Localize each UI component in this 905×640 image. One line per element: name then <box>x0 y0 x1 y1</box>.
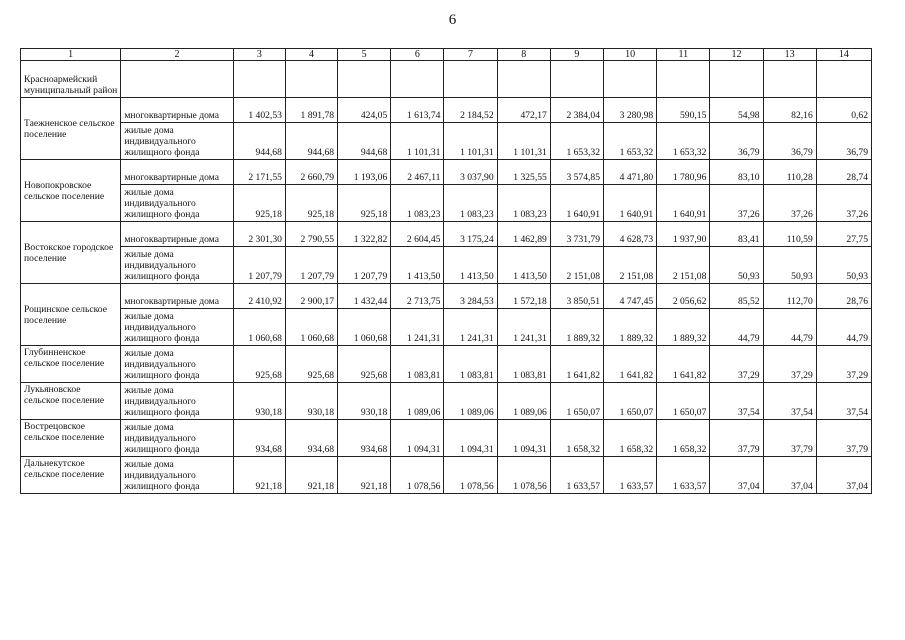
housing-type: многоквартирные дома <box>121 98 233 123</box>
value-cell: 1 650,07 <box>604 383 657 420</box>
value-cell: 1 889,32 <box>550 309 603 346</box>
table-row <box>21 123 872 160</box>
value-cell: 44,79 <box>763 309 816 346</box>
column-header-12: 12 <box>710 49 763 61</box>
value-cell: 934,68 <box>338 420 391 457</box>
value-cell: 3 037,90 <box>444 160 497 185</box>
value-cell: 925,68 <box>285 346 337 383</box>
value-cell: 50,93 <box>710 247 763 284</box>
value-cell: 4 628,73 <box>604 222 657 247</box>
table-row <box>21 222 872 247</box>
empty-cell <box>550 61 603 98</box>
value-cell: 1 078,56 <box>391 457 444 494</box>
housing-type: многоквартирные дома <box>121 284 233 309</box>
value-cell: 1 094,31 <box>444 420 497 457</box>
settlement-name: Таежненское сельское поселение <box>21 98 121 160</box>
column-header-2: 2 <box>121 49 233 61</box>
value-cell: 4 747,45 <box>604 284 657 309</box>
value-cell: 925,18 <box>338 185 391 222</box>
value-cell: 3 731,79 <box>550 222 603 247</box>
empty-cell <box>763 61 816 98</box>
value-cell: 472,17 <box>497 98 550 123</box>
value-cell: 50,93 <box>763 247 816 284</box>
value-cell: 1 641,82 <box>657 346 710 383</box>
value-cell: 2 660,79 <box>285 160 337 185</box>
value-cell: 2 900,17 <box>285 284 337 309</box>
value-cell: 2 301,30 <box>233 222 285 247</box>
value-cell: 1 089,06 <box>497 383 550 420</box>
value-cell: 2 713,75 <box>391 284 444 309</box>
value-cell: 1 078,56 <box>497 457 550 494</box>
value-cell: 3 280,98 <box>604 98 657 123</box>
value-cell: 921,18 <box>233 457 285 494</box>
housing-type: жилые дома индивидуального жилищного фонда <box>121 457 233 494</box>
value-cell: 37,26 <box>816 185 871 222</box>
value-cell: 4 471,80 <box>604 160 657 185</box>
value-cell: 1 402,53 <box>233 98 285 123</box>
value-cell: 1 060,68 <box>285 309 337 346</box>
settlement-name: Новопокровское сельское поселение <box>21 160 121 222</box>
value-cell: 37,79 <box>763 420 816 457</box>
value-cell: 1 653,32 <box>550 123 603 160</box>
value-cell: 3 574,85 <box>550 160 603 185</box>
column-header-8: 8 <box>497 49 550 61</box>
value-cell: 2 790,55 <box>285 222 337 247</box>
value-cell: 1 658,32 <box>657 420 710 457</box>
value-cell: 1 083,23 <box>391 185 444 222</box>
value-cell: 37,54 <box>816 383 871 420</box>
value-cell: 1 083,81 <box>391 346 444 383</box>
value-cell: 1 658,32 <box>604 420 657 457</box>
value-cell: 1 241,31 <box>391 309 444 346</box>
value-cell: 1 083,23 <box>497 185 550 222</box>
value-cell: 1 207,79 <box>285 247 337 284</box>
value-cell: 2 410,92 <box>233 284 285 309</box>
value-cell: 0,62 <box>816 98 871 123</box>
value-cell: 1 325,55 <box>497 160 550 185</box>
housing-type: жилые дома индивидуального жилищного фонда <box>121 309 233 346</box>
column-header-4: 4 <box>285 49 337 61</box>
value-cell: 82,16 <box>763 98 816 123</box>
value-cell: 930,18 <box>285 383 337 420</box>
header-row <box>21 49 872 61</box>
table-row <box>21 247 872 284</box>
value-cell: 3 850,51 <box>550 284 603 309</box>
value-cell: 1 462,89 <box>497 222 550 247</box>
district-row <box>21 61 872 98</box>
value-cell: 1 101,31 <box>497 123 550 160</box>
value-cell: 37,26 <box>763 185 816 222</box>
value-cell: 2 151,08 <box>550 247 603 284</box>
value-cell: 83,10 <box>710 160 763 185</box>
value-cell: 28,76 <box>816 284 871 309</box>
column-header-10: 10 <box>604 49 657 61</box>
table-row <box>21 420 872 457</box>
value-cell: 1 083,23 <box>444 185 497 222</box>
housing-type: жилые дома индивидуального жилищного фонда <box>121 185 233 222</box>
column-header-14: 14 <box>816 49 871 61</box>
empty-cell <box>121 61 233 98</box>
column-header-11: 11 <box>657 49 710 61</box>
settlement-name: Вострецовское сельское поселение <box>21 420 121 457</box>
settlement-name: Лукьяновское сельское поселение <box>21 383 121 420</box>
value-cell: 37,26 <box>710 185 763 222</box>
value-cell: 1 633,57 <box>604 457 657 494</box>
value-cell: 1 083,81 <box>497 346 550 383</box>
value-cell: 930,18 <box>338 383 391 420</box>
value-cell: 1 572,18 <box>497 284 550 309</box>
value-cell: 110,59 <box>763 222 816 247</box>
value-cell: 83,41 <box>710 222 763 247</box>
rates-table <box>20 48 872 494</box>
value-cell: 1 413,50 <box>444 247 497 284</box>
value-cell: 1 633,57 <box>657 457 710 494</box>
value-cell: 944,68 <box>285 123 337 160</box>
value-cell: 37,79 <box>816 420 871 457</box>
value-cell: 50,93 <box>816 247 871 284</box>
value-cell: 1 094,31 <box>497 420 550 457</box>
value-cell: 2 467,11 <box>391 160 444 185</box>
column-header-6: 6 <box>391 49 444 61</box>
value-cell: 1 101,31 <box>391 123 444 160</box>
table-body <box>21 49 872 494</box>
value-cell: 1 060,68 <box>233 309 285 346</box>
value-cell: 110,28 <box>763 160 816 185</box>
table-row <box>21 160 872 185</box>
value-cell: 37,04 <box>763 457 816 494</box>
housing-type: многоквартирные дома <box>121 160 233 185</box>
table-row <box>21 383 872 420</box>
value-cell: 37,04 <box>816 457 871 494</box>
housing-type: жилые дома индивидуального жилищного фонда <box>121 420 233 457</box>
value-cell: 37,54 <box>763 383 816 420</box>
empty-cell <box>816 61 871 98</box>
value-cell: 1 322,82 <box>338 222 391 247</box>
value-cell: 28,74 <box>816 160 871 185</box>
district-name: Красноармейский муниципальный район <box>21 61 121 98</box>
value-cell: 37,04 <box>710 457 763 494</box>
value-cell: 37,29 <box>816 346 871 383</box>
value-cell: 54,98 <box>710 98 763 123</box>
value-cell: 1 241,31 <box>444 309 497 346</box>
empty-cell <box>285 61 337 98</box>
value-cell: 1 060,68 <box>338 309 391 346</box>
value-cell: 930,18 <box>233 383 285 420</box>
value-cell: 2 184,52 <box>444 98 497 123</box>
value-cell: 1 889,32 <box>604 309 657 346</box>
value-cell: 2 171,55 <box>233 160 285 185</box>
value-cell: 424,05 <box>338 98 391 123</box>
value-cell: 1 613,74 <box>391 98 444 123</box>
empty-cell <box>233 61 285 98</box>
value-cell: 36,79 <box>816 123 871 160</box>
empty-cell <box>657 61 710 98</box>
value-cell: 1 889,32 <box>657 309 710 346</box>
table-row <box>21 185 872 222</box>
value-cell: 1 937,90 <box>657 222 710 247</box>
value-cell: 1 640,91 <box>550 185 603 222</box>
value-cell: 1 640,91 <box>657 185 710 222</box>
value-cell: 3 284,53 <box>444 284 497 309</box>
empty-cell <box>391 61 444 98</box>
empty-cell <box>497 61 550 98</box>
housing-type: жилые дома индивидуального жилищного фонда <box>121 247 233 284</box>
value-cell: 37,79 <box>710 420 763 457</box>
value-cell: 1 780,96 <box>657 160 710 185</box>
empty-cell <box>604 61 657 98</box>
value-cell: 1 078,56 <box>444 457 497 494</box>
table-row <box>21 346 872 383</box>
value-cell: 925,18 <box>285 185 337 222</box>
column-header-1: 1 <box>21 49 121 61</box>
page-number: 6 <box>448 12 457 28</box>
value-cell: 44,79 <box>816 309 871 346</box>
value-cell: 2 604,45 <box>391 222 444 247</box>
value-cell: 37,29 <box>763 346 816 383</box>
column-header-13: 13 <box>763 49 816 61</box>
value-cell: 1 640,91 <box>604 185 657 222</box>
value-cell: 925,18 <box>233 185 285 222</box>
value-cell: 934,68 <box>233 420 285 457</box>
value-cell: 1 658,32 <box>550 420 603 457</box>
value-cell: 1 650,07 <box>550 383 603 420</box>
column-header-7: 7 <box>444 49 497 61</box>
value-cell: 37,29 <box>710 346 763 383</box>
value-cell: 2 151,08 <box>657 247 710 284</box>
value-cell: 1 413,50 <box>497 247 550 284</box>
value-cell: 1 089,06 <box>391 383 444 420</box>
value-cell: 1 413,50 <box>391 247 444 284</box>
value-cell: 36,79 <box>710 123 763 160</box>
value-cell: 27,75 <box>816 222 871 247</box>
value-cell: 1 083,81 <box>444 346 497 383</box>
housing-type: жилые дома индивидуального жилищного фонда <box>121 383 233 420</box>
column-header-5: 5 <box>338 49 391 61</box>
value-cell: 1 207,79 <box>338 247 391 284</box>
value-cell: 1 653,32 <box>657 123 710 160</box>
value-cell: 944,68 <box>338 123 391 160</box>
value-cell: 1 432,44 <box>338 284 391 309</box>
empty-cell <box>444 61 497 98</box>
table-row <box>21 284 872 309</box>
value-cell: 2 151,08 <box>604 247 657 284</box>
column-header-3: 3 <box>233 49 285 61</box>
value-cell: 1 633,57 <box>550 457 603 494</box>
value-cell: 3 175,24 <box>444 222 497 247</box>
value-cell: 1 193,06 <box>338 160 391 185</box>
value-cell: 36,79 <box>763 123 816 160</box>
settlement-name: Рощинское сельское поселение <box>21 284 121 346</box>
value-cell: 921,18 <box>285 457 337 494</box>
value-cell: 2 384,04 <box>550 98 603 123</box>
value-cell: 1 207,79 <box>233 247 285 284</box>
value-cell: 85,52 <box>710 284 763 309</box>
value-cell: 1 653,32 <box>604 123 657 160</box>
empty-cell <box>710 61 763 98</box>
value-cell: 1 891,78 <box>285 98 337 123</box>
value-cell: 1 094,31 <box>391 420 444 457</box>
value-cell: 1 650,07 <box>657 383 710 420</box>
value-cell: 590,15 <box>657 98 710 123</box>
value-cell: 944,68 <box>233 123 285 160</box>
empty-cell <box>338 61 391 98</box>
housing-type: жилые дома индивидуального жилищного фонда <box>121 123 233 160</box>
table-row <box>21 457 872 494</box>
housing-type: многоквартирные дома <box>121 222 233 247</box>
housing-type: жилые дома индивидуального жилищного фонда <box>121 346 233 383</box>
value-cell: 925,68 <box>233 346 285 383</box>
value-cell: 1 101,31 <box>444 123 497 160</box>
settlement-name: Востокское городское поселение <box>21 222 121 284</box>
value-cell: 925,68 <box>338 346 391 383</box>
value-cell: 1 241,31 <box>497 309 550 346</box>
value-cell: 934,68 <box>285 420 337 457</box>
column-header-9: 9 <box>550 49 603 61</box>
value-cell: 37,54 <box>710 383 763 420</box>
value-cell: 2 056,62 <box>657 284 710 309</box>
value-cell: 112,70 <box>763 284 816 309</box>
value-cell: 1 641,82 <box>604 346 657 383</box>
table-row <box>21 309 872 346</box>
settlement-name: Глубинненское сельское поселение <box>21 346 121 383</box>
value-cell: 1 089,06 <box>444 383 497 420</box>
value-cell: 1 641,82 <box>550 346 603 383</box>
settlement-name: Дальнекутское сельское поселение <box>21 457 121 494</box>
value-cell: 44,79 <box>710 309 763 346</box>
table-row <box>21 98 872 123</box>
value-cell: 921,18 <box>338 457 391 494</box>
